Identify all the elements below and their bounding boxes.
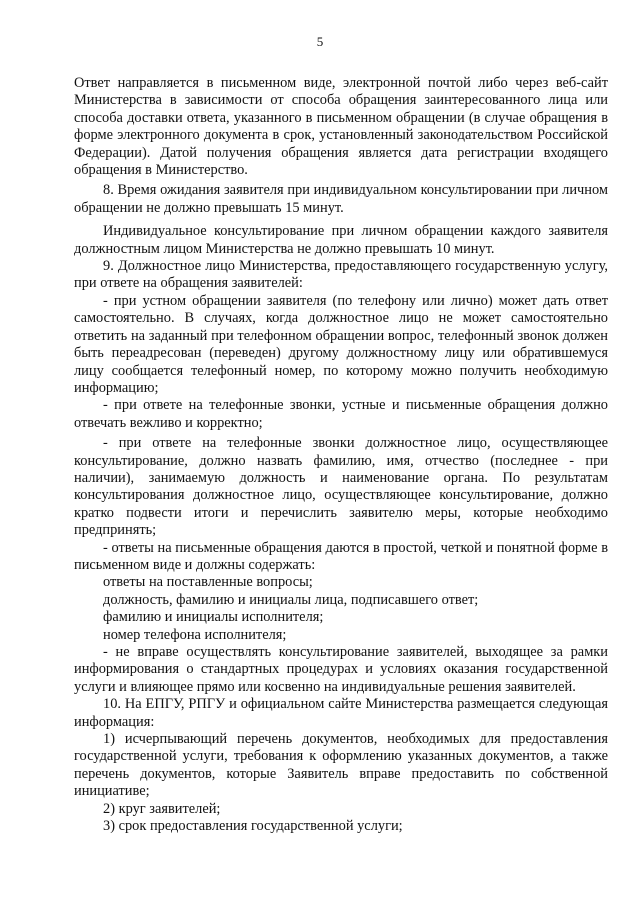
- list-item-documents: 1) исчерпывающий перечень документов, необходимых для предоставления государственной услуги, требования к оформлению указанных документов, а также перечень документов, которые Заявитель вправе предоставить по собственной инициативе;: [74, 731, 608, 800]
- paragraph-response-method: Ответ направляется в письменном виде, электронной почтой либо через веб-сайт Министерства в зависимости от способа обращения заинтересованного лица или способа доставки ответа, указанного в письменном обращении (в случае обращения в форме электронного документа в срок, установленный законодательством Российской Федерации). Датой получения обращения является дата регистрации входящего обращения в Министерство.: [74, 75, 608, 179]
- paragraph-written-answers: - ответы на письменные обращения даются в простой, четкой и понятной форме в письменном виде и должны содержать:: [74, 539, 608, 573]
- list-item-signer: должность, фамилию и инициалы лица, подписавшего ответ;: [103, 591, 479, 608]
- page-number: 5: [316, 34, 324, 49]
- list-item-executor: фамилию и инициалы исполнителя;: [103, 609, 324, 626]
- paragraph-consulting-limits: - не вправе осуществлять консультирование заявителей, выходящее за рамки информирования о стандартных процедурах и условиях оказания государственной услуги и влияющее прямо или косвенно на индивидуальные решения заявителей.: [74, 644, 608, 695]
- list-item-service-term: 3) срок предоставления государственной услуги;: [103, 818, 403, 835]
- paragraph-polite-answer: - при ответе на телефонные звонки, устные и письменные обращения должно отвечать вежливо и корректно;: [74, 397, 608, 431]
- paragraph-oral-request: - при устном обращении заявителя (по телефону или лично) может дать ответ самостоятельно. В случаях, когда должностное лицо не может самостоятельно ответить на заданный при телефонном обращении вопрос, телефонный звонок должен быть переадресован (переведен) другому должностному лицу или обратившемуся лицу сообщается телефонный номер, по которому можно получить необходимую информацию;: [74, 292, 608, 396]
- list-item-applicants: 2) круг заявителей;: [103, 800, 221, 817]
- list-item-phone: номер телефона исполнителя;: [103, 626, 287, 643]
- paragraph-item-10-portals: 10. На ЕПГУ, РПГУ и официальном сайте Министерства размещается следующая информация:: [74, 696, 608, 730]
- paragraph-item-8-wait-time: 8. Время ожидания заявителя при индивидуальном консультировании при личном обращении не должно превышать 15 минут.: [74, 182, 608, 216]
- paragraph-phone-calls: - при ответе на телефонные звонки должностное лицо, осуществляющее консультирование, должно назвать фамилию, имя, отчество (последнее - при наличии), занимаемую должность и наименование органа. По результатам консультирования должностное лицо, осуществляющее консультирование, должно кратко подвести итоги и перечислить заявителю меры, которые необходимо предпринять;: [74, 435, 608, 539]
- paragraph-individual-consulting: Индивидуальное консультирование при личном обращении каждого заявителя должностным лицом Министерства не должно превышать 10 минут.: [74, 223, 608, 257]
- document-body: [74, 75, 608, 835]
- paragraph-item-9-official: 9. Должностное лицо Министерства, предоставляющего государственную услугу, при ответе на обращения заявителей:: [74, 258, 608, 292]
- list-item-answers: ответы на поставленные вопросы;: [103, 574, 313, 591]
